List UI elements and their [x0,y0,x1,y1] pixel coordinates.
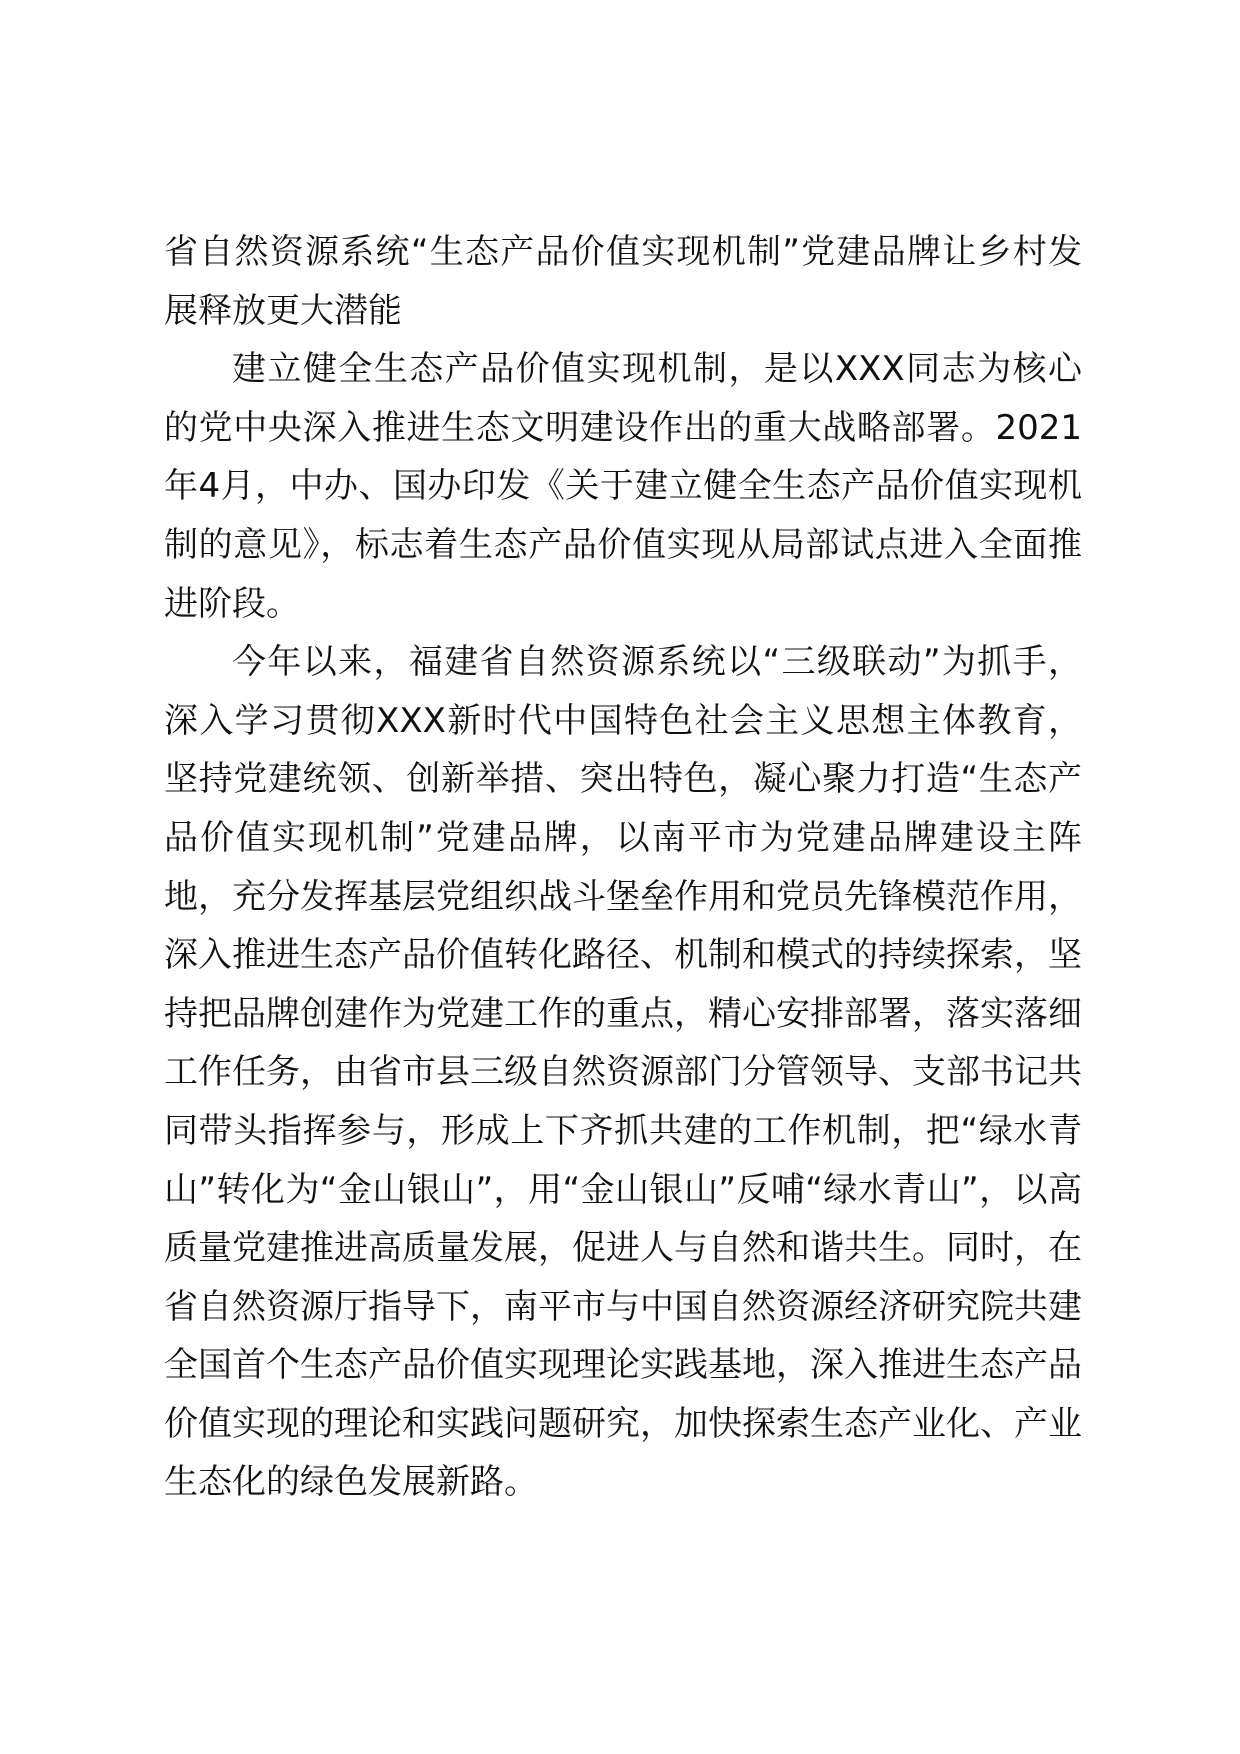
document-title: 省自然资源系统“生态产品价值实现机制”党建品牌让乡村发展释放更大潜能 [164,232,1082,331]
paragraph-1: 建立健全生态产品价值实现机制，是以XXX同志为核心的党中央深入推进生态文明建设作出的重大战略部署。2021年4月，中办、国办印发《关于建立健全生态产品价值实现机制的意见》，标志着生态产品价值实现从局部试点进入全面推进阶段。 [164,349,1082,624]
paragraph-2: 今年以来，福建省自然资源系统以“三级联动”为抓手，深入学习贯彻XXX新时代中国特色社会主义思想主体教育，坚持党建统领、创新举措、突出特色，凝心聚力打造“生态产品价值实现机制”党建品牌，以南平市为党建品牌建设主阵地，充分发挥基层党组织战斗堡垒作用和党员先锋模范作用，深入推进生态产品价值转化路径、机制和模式的持续探索，坚持把品牌创建作为党建工作的重点，精心安排部署，落实落细工作任务，由省市县三级自然资源部门分管领导、支部书记共同带头指挥参与，形成上下齐抓共建的工作机制，把“绿水青山”转化为“金山银山”，用“金山银山”反哺“绿水青山”，以高质量党建推进高质量发展，促进人与自然和谐共生。同时，在省自然资源厅指导下，南平市与中国自然资源经济研究院共建全国首个生态产品价值实现理论实践基地，深入推进生态产品价值实现的理论和实践问题研究，加快探索生态产业化、产业生态化的绿色发展新路。 [164,642,1082,1503]
document-body [164,223,1082,1512]
